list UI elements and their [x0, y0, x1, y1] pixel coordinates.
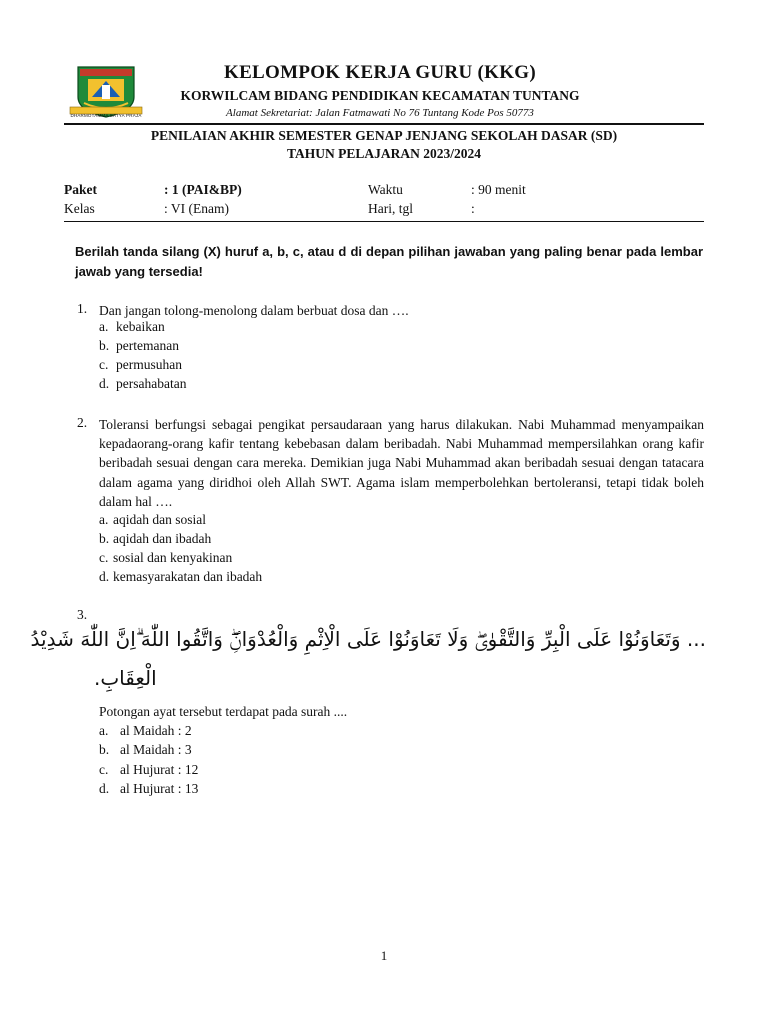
question-2-option-b-letter: b.: [99, 531, 110, 546]
question-2-option-b: aqidah dan ibadah: [113, 531, 212, 546]
question-1-text: Dan jangan tolong-menolong dalam berbuat dosa dan ….: [99, 303, 409, 318]
question-1-option-b: pertemanan: [116, 338, 179, 353]
question-2-option-a: aqidah dan sosial: [113, 512, 206, 527]
exam-title: PENILAIAN AKHIR SEMESTER GENAP JENJANG SEKOLAH DASAR (SD): [150, 128, 618, 143]
kelas-label: Kelas: [64, 201, 95, 216]
hari-value: :: [471, 201, 475, 216]
kabupaten-logo-icon: [66, 63, 146, 119]
hari-label: Hari, tgl: [368, 201, 413, 216]
question-3-number: 3.: [77, 607, 88, 622]
question-3-text: Potongan ayat tersebut terdapat pada surah ....: [99, 704, 348, 719]
question-3-option-a: al Maidah : 2: [120, 723, 192, 738]
question-1-number: 1.: [77, 301, 88, 316]
question-1-option-d: persahabatan: [116, 376, 187, 391]
organization-title: KELOMPOK KERJA GURU (KKG): [223, 62, 537, 83]
page-number: 1: [380, 948, 388, 963]
question-3-arabic-verse-line2: الْعِقَابِ.: [94, 666, 157, 690]
info-divider: [64, 221, 704, 222]
question-2-text: Toleransi berfungsi sebagai pengikat persaudaraan yang harus dilakukan. Nabi Muhammad menyampaikan kepadaorang-orang kafir tentang kebebasan dalam beribadah. Nabi Muhammad mempersilahkan orang kafir beribadah sesuai dengan cara mereka. Demikian juga Nabi Muhammad akan beribadah sesuai dengan tatacara dalam agama yang diridhoi oleh Allah SWT. Agama islam memperbolehkan bertoleransi, tetapi tidak boleh dalam hal ….: [99, 417, 704, 509]
question-3-option-a-letter: a.: [99, 723, 109, 738]
question-2-option-c-letter: c.: [99, 550, 109, 565]
question-1-option-c: permusuhan: [116, 357, 182, 372]
question-1-option-c-letter: c.: [99, 357, 109, 372]
waktu-value: : 90 menit: [471, 182, 526, 197]
question-3-option-c-letter: c.: [99, 762, 109, 777]
question-3-arabic-verse-line1: ... وَتَعَاوَنُوْا عَلَى الْبِرِّ وَالتَّقْوٰىۖ وَلَا تَعَاوَنُوْا عَلَى الْاِثْمِ وَالْعُدْوَانِۖ وَاتَّقُوا اللّٰهَ ۗاِنَّ اللّٰهَ شَدِيْدُ: [30, 627, 706, 651]
question-1-option-a-letter: a.: [99, 319, 109, 334]
question-2-option-d-letter: d.: [99, 569, 110, 584]
organization-address: Alamat Sekretariat: Jalan Fatmawati No 76 Tuntang Kode Pos 50773: [226, 107, 534, 119]
exam-year: TAHUN PELAJARAN 2023/2024: [286, 146, 481, 161]
organization-subtitle: KORWILCAM BIDANG PENDIDIKAN KECAMATAN TUNTANG: [180, 88, 580, 103]
question-2-option-c: sosial dan kenyakinan: [113, 550, 233, 565]
question-1-option-d-letter: d.: [99, 376, 110, 391]
question-3-option-d-letter: d.: [99, 781, 110, 796]
logo-caption: DHARMOTAMMA SATYA PRAJA: [70, 113, 142, 118]
question-2-option-a-letter: a.: [99, 512, 109, 527]
paket-value: : 1 (PAI&BP): [164, 182, 242, 197]
question-3-option-d: al Hujurat : 13: [120, 781, 199, 796]
question-1-option-a: kebaikan: [116, 319, 165, 334]
waktu-label: Waktu: [368, 182, 403, 197]
question-2-number: 2.: [77, 415, 88, 430]
question-1-option-b-letter: b.: [99, 338, 110, 353]
header-divider: [64, 123, 704, 125]
question-3-option-c: al Hujurat : 12: [120, 762, 199, 777]
paket-label: Paket: [64, 182, 97, 197]
question-3-option-b: al Maidah : 3: [120, 742, 192, 757]
kelas-value: : VI (Enam): [164, 201, 229, 216]
instruction-text: Berilah tanda silang (X) huruf a, b, c, atau d di depan pilihan jawaban yang paling benar pada lembar jawab yang tersedia!: [75, 244, 703, 279]
question-3-option-b-letter: b.: [99, 742, 110, 757]
question-2-option-d: kemasyarakatan dan ibadah: [113, 569, 263, 584]
